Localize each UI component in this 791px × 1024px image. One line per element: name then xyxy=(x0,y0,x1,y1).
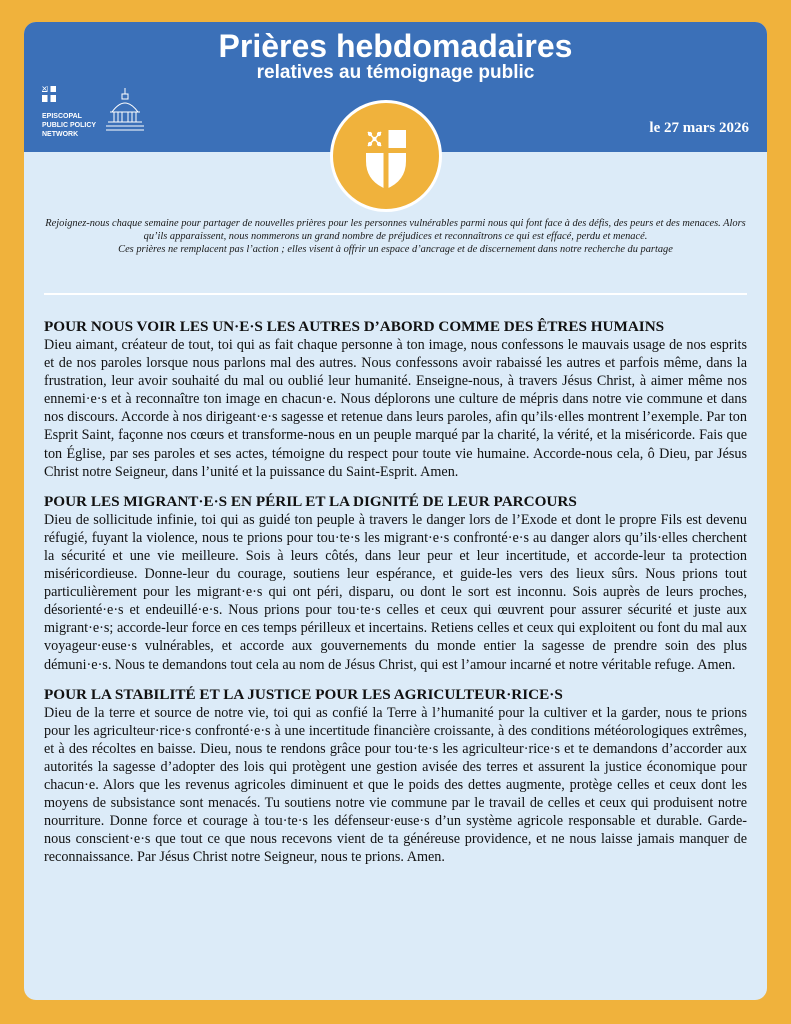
prayer-heading: POUR LES MIGRANT·E·S EN PÉRIL ET LA DIGNITÉ DE LEUR PARCOURS xyxy=(44,492,577,510)
prayer-heading: POUR LA STABILITÉ ET LA JUSTICE POUR LES AGRICULTEUR·RICE·S xyxy=(44,685,563,703)
episcopal-shield-icon xyxy=(333,103,439,209)
prayer-item xyxy=(44,686,747,867)
prayer-body: Dieu de sollicitude infinie, toi qui as guidé ton peuple à travers le danger lors de l’Exode et dont le propre Fils est devenu réfugié, fuyant la violence, nous te prions pour tou·te·s les migrant·e·s confronté·e·s au danger alors qu’ils·elles cherchent la sécurité et une vie meilleure. Sois à leurs côtés, dans leur peur et leur incertitude, et accorde-leur ta protection miséricordieuse. Donne-leur du courage, soutiens leur espérance, et guide-les vers des lieux sûrs. Nous prions tout particulièrement pour les migrant·e·s qui ont péri, disparu, ou dont le sort est inconnu. Sois auprès de leurs proches, désorienté·e·s et endeuillé·e·s. Nous prions pour tou·te·s celles et ceux qui œuvrent pour assurer sécurité et juste aux migrant·e·s; accorde-leur force en ces temps périlleux et incertains. Retiens celles et ceux qui exploitent ou font du mal aux voyageur·euse·s vulnérables, et accorde aux gouvernements du monde entier la sagesse de prendre soin des plus démuni·e·s. Nous te demandons tout cela au nom de Jésus Christ, qui est l’amour incarné et notre véritable refuge. Amen. xyxy=(44,511,747,673)
prayer-list xyxy=(44,318,747,878)
prayer-heading: POUR NOUS VOIR LES UN·E·S LES AUTRES D’ABORD COMME DES ÊTRES HUMAINS xyxy=(44,318,665,335)
prayer-body: Dieu aimant, créateur de tout, toi qui as fait chaque personne à ton image, nous confessons le mauvais usage de nos esprits et de nos paroles lorsque nous parlons mal des autres. Nous confessons avoir rabaissé les autres et parfois même, dans la frustration, leur avoir souhaité du mal ou oublié leur humanité. Enseigne-nous, à travers Jésus Christ, à aimer même nos ennemi·e·s et à reconnaître ton image en chacun·e. Nous déplorons une culture de mépris dans notre vie commune et dans nos discours. Accorde à nos dirigeant·e·s sagesse et retenue dans leurs paroles, afin qu’ils·elles montrent l’exemple. Par ton Esprit Saint, façonne nos cœurs et transforme-nous en un peuple marqué par la charité, la vérité, et la miséricorde. Fais que ton Église, par ses paroles et ses actes, témoigne du respect pour toute vie humaine. Accorde-nous cela, ô Dieu, par Jésus Christ notre Seigneur, dans l’unité et la puissance du Saint-Esprit. Amen. xyxy=(44,337,747,480)
publication-date: le 27 mars 2026 xyxy=(649,120,749,136)
logo-line: PUBLIC POLICY xyxy=(42,122,97,129)
intro-disclaimer: Ces prières ne remplacent pas l’action ; elles visent à offrir un espace d’ancrage et de discernement dans notre recherche du partage xyxy=(118,244,673,255)
episcopal-public-policy-network-logo xyxy=(42,86,152,136)
intro-text: Rejoignez-nous chaque semaine pour partager de nouvelles prières pour les personnes vulnérables parmi nous qui font face à des défis, des peurs et des menaces. Alors qu’ils apparaissent, nous nommerons un grand nombre de préjudices et reconnaîtrons ce qui est effacé, perdu et menacé. xyxy=(45,218,746,242)
cross-flag-icon xyxy=(42,86,56,106)
page-title: Prières hebdomadaires xyxy=(218,28,573,64)
introduction xyxy=(44,217,747,256)
logo-line: EPISCOPAL xyxy=(42,113,82,120)
logo-wordmark xyxy=(42,112,122,139)
logo-line: NETWORK xyxy=(42,131,79,138)
prayer-sheet xyxy=(24,22,767,1000)
prayer-item xyxy=(44,318,747,481)
divider xyxy=(44,293,747,295)
prayer-item xyxy=(44,493,747,674)
shield-medallion xyxy=(330,100,442,212)
prayer-body: Dieu de la terre et source de notre vie, toi qui as confié la Terre à l’humanité pour la cultiver et la garder, nous te prions pour les agriculteur·rice·s confronté·e·s à une incertitude financière croissante, à des conditions météorologiques extrêmes, et à des récoltes en baisse. Dieu, nous te rendons grâce pour tou·te·s les agriculteur·rice·s et te demandons d’accorder aux autorités la sagesse d’adopter des lois qui protègent une gestion avisée des terres et assurent la justice économique pour chacun·e. Alors que les revenus agricoles diminuent et que le poids des dettes augmente, protège celles et ceux dont les moyens de subsistance sont menacés. Tu soutiens notre vie commune par le travail de celles et ceux qui produisent notre nourriture. Donne force et courage à tou·te·s les défenseur·euse·s d’un système agricole responsable et durable. Garde-nous conscient·e·s que tout ce que nous recevons vient de ta généreuse providence, et ne nous laisse jamais manquer de reconnaissance. Par Jésus Christ notre Seigneur, nous te prions. Amen. xyxy=(44,704,747,866)
page-subtitle: relatives au témoignage public xyxy=(256,62,535,83)
